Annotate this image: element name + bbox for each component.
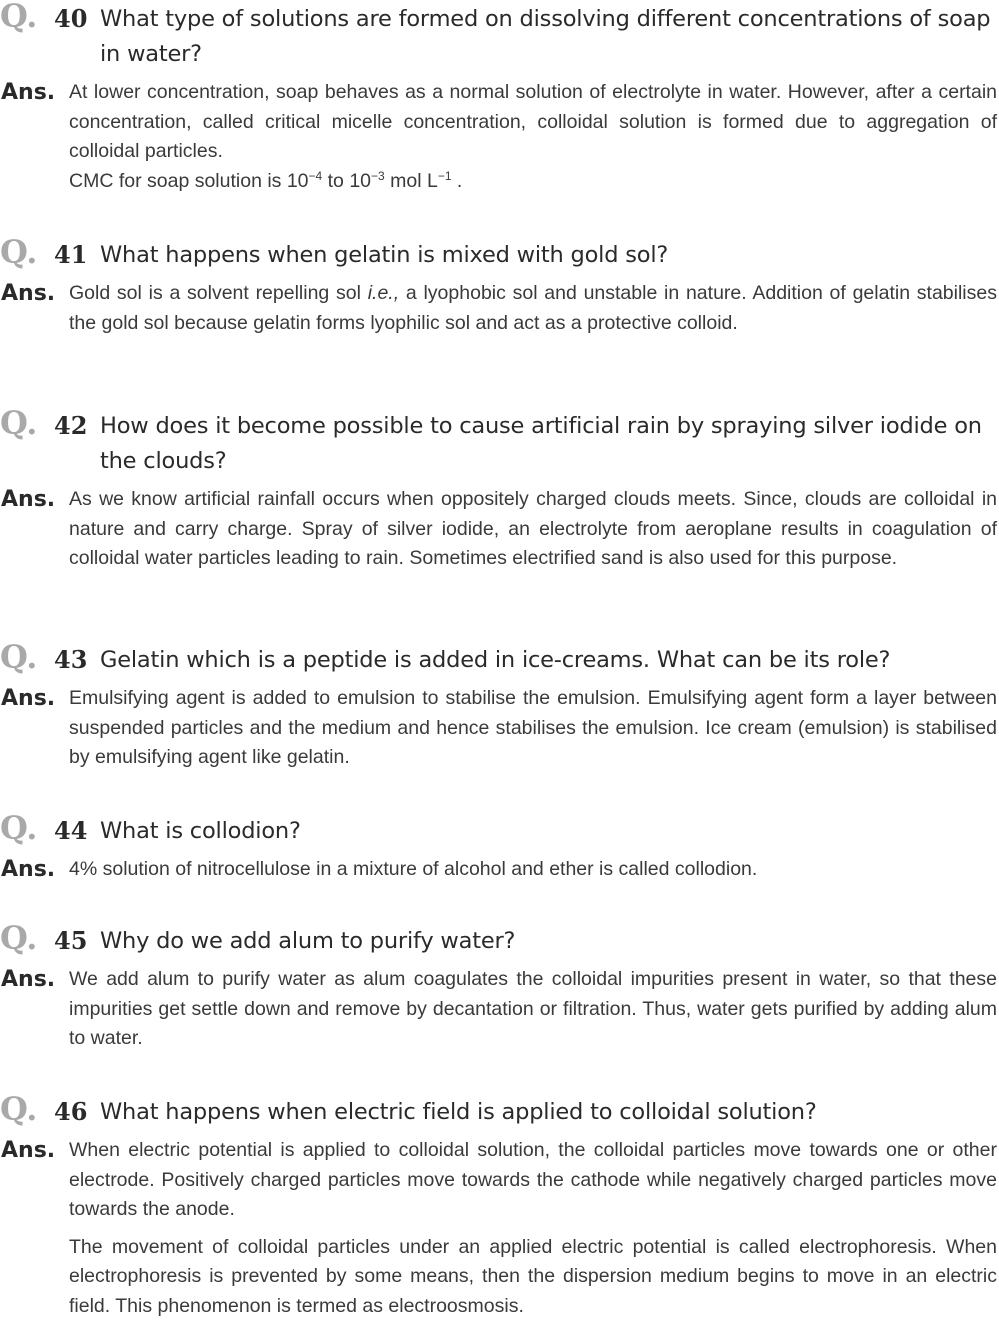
answer-41 — [0, 279, 999, 338]
answer-paragraph: At lower concentration, soap behaves as a normal solution of electrolyte in water. However, after a certain concentration, called critical micelle concentration, colloidal solution is formed due to aggregation of colloidal particles. — [69, 81, 997, 162]
question-40 — [0, 2, 999, 72]
answer-44 — [0, 855, 999, 885]
qa-block-46 — [0, 1090, 999, 1321]
answer-label: Ans. — [1, 487, 56, 512]
question-44 — [0, 809, 999, 849]
answer-label: Ans. — [1, 967, 56, 992]
cmc-mid: to 10 — [322, 169, 372, 192]
question-text: What type of solutions are formed on dissolving different concentrations of soap in water? — [100, 6, 991, 67]
answer-text — [69, 279, 997, 338]
question-text: What is collodion? — [100, 818, 301, 844]
question-number: 42 — [54, 411, 88, 440]
question-number: 41 — [54, 240, 88, 269]
question-text: Gelatin which is a peptide is added in ice-creams. What can be its role? — [100, 647, 891, 673]
cmc-unit: mol L — [384, 169, 438, 192]
cmc-line — [69, 167, 997, 197]
question-46 — [0, 1090, 999, 1130]
qa-block-40 — [0, 2, 999, 196]
question-mark: Q. — [0, 809, 38, 847]
question-mark: Q. — [0, 233, 38, 271]
answer-text — [69, 1136, 997, 1321]
question-text: What happens when electric field is applied to colloidal solution? — [100, 1099, 817, 1125]
answer-text — [69, 855, 997, 885]
question-41 — [0, 233, 999, 273]
question-number: 43 — [54, 645, 88, 674]
answer-43 — [0, 684, 999, 773]
question-45 — [0, 919, 999, 959]
question-number: 40 — [54, 4, 88, 33]
question-42 — [0, 404, 999, 479]
answer-label: Ans. — [1, 1138, 56, 1163]
answer-paragraph — [69, 279, 997, 338]
answer-40 — [0, 78, 999, 196]
answer-italic: i.e., — [367, 282, 400, 304]
question-number: 46 — [54, 1097, 88, 1126]
answer-label: Ans. — [1, 686, 56, 711]
answer-paragraph: The movement of colloidal particles under an applied electric potential is called electrophoresis. When electrophoresis is prevented by some means, then the dispersion medium begins to move in an electric field. This phenomenon is termed as electroosmosis. — [69, 1235, 997, 1317]
cmc-end: . — [451, 169, 463, 192]
question-text: What happens when gelatin is mixed with gold sol? — [100, 242, 669, 268]
answer-segment: a lyophobic sol and unstable in nature. Addition of gelatin stabilises the gold sol because gelatin forms lyophilic sol and act as a protective colloid. — [69, 282, 997, 334]
qa-block-42 — [0, 404, 999, 574]
qa-block-44 — [0, 809, 999, 885]
qa-block-43 — [0, 638, 999, 773]
answer-label: Ans. — [1, 281, 56, 306]
question-text: Why do we add alum to purify water? — [100, 928, 516, 954]
answer-paragraph: As we know artificial rainfall occurs when oppositely charged clouds meets. Since, clouds are colloidal in nature and carry charge. Spray of silver iodide, an electrolyte from aeroplane results in coagulation of colloidal water particles leading to rain. Sometimes electrified sand is also used for this purpose. — [69, 488, 997, 569]
question-number: 45 — [54, 926, 88, 955]
answer-paragraph: 4% solution of nitrocellulose in a mixture of alcohol and ether is called collodion. — [69, 858, 758, 880]
qa-block-41 — [0, 233, 999, 338]
qa-block-45 — [0, 919, 999, 1054]
answer-text — [69, 78, 997, 196]
answer-46 — [0, 1136, 999, 1321]
answer-label: Ans. — [1, 857, 56, 882]
cmc-prefix: CMC for soap solution is 10 — [69, 169, 309, 192]
answer-45 — [0, 965, 999, 1054]
answer-paragraph: Emulsifying agent is added to emulsion to stabilise the emulsion. Emulsifying agent form a layer between suspended particles and the medium and hence stabilises the emulsion. Ice cream (emulsion) is stabilised by emulsifying agent like gelatin. — [69, 687, 997, 768]
question-mark: Q. — [0, 919, 38, 957]
cmc-exponent: −1 — [437, 168, 452, 183]
question-text: How does it become possible to cause artificial rain by spraying silver iodide on the clouds? — [100, 413, 982, 474]
answer-paragraph: When electric potential is applied to colloidal solution, the colloidal particles move towards one or other electrode. Positively charged particles move towards the cathode while negatively charged particles move towards the anode. — [69, 1139, 997, 1220]
question-mark: Q. — [0, 638, 38, 676]
answer-text — [69, 485, 997, 574]
answer-text — [69, 684, 997, 773]
question-number: 44 — [54, 816, 88, 845]
answer-text — [69, 965, 997, 1054]
question-mark: Q. — [0, 0, 38, 35]
answer-label: Ans. — [1, 80, 56, 105]
question-43 — [0, 638, 999, 678]
question-mark: Q. — [0, 1090, 38, 1128]
cmc-exponent: −3 — [371, 168, 385, 183]
cmc-exponent: −4 — [308, 168, 323, 183]
answer-paragraph: We add alum to purify water as alum coagulates the colloidal impurities present in water, so that these impurities get settle down and remove by decantation or filtration. Thus, water gets purified by adding alum to water. — [69, 968, 997, 1049]
question-mark: Q. — [0, 404, 38, 442]
answer-42 — [0, 485, 999, 574]
answer-segment: Gold sol is a solvent repelling sol — [69, 282, 368, 304]
